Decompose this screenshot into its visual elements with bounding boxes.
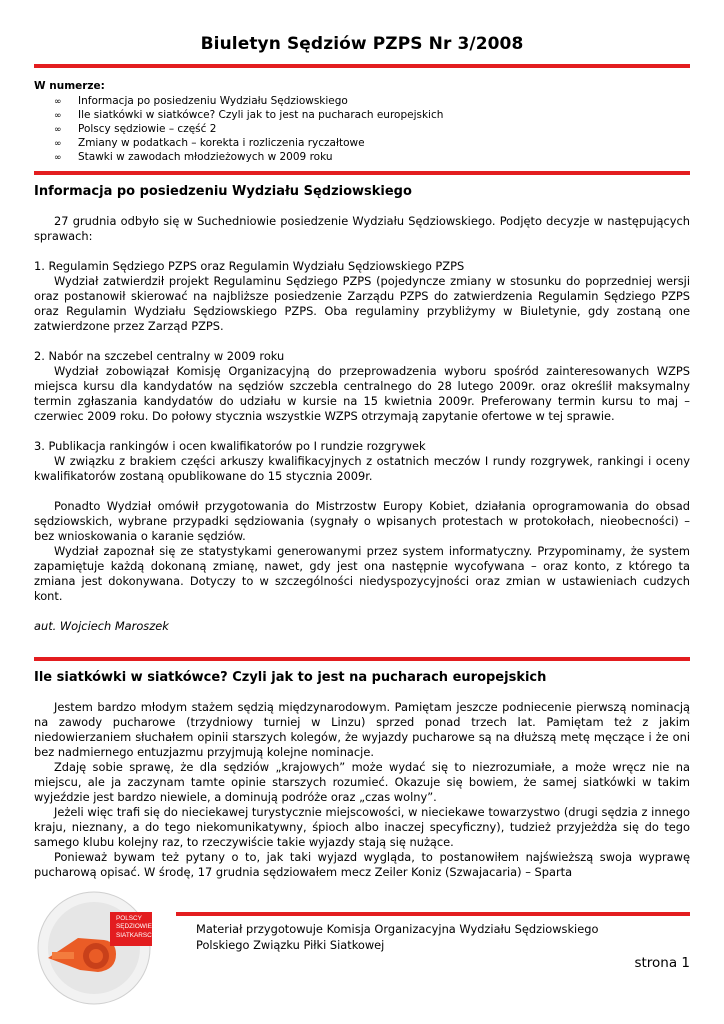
referees-logo: [34, 888, 157, 1008]
section2-title: Ile siatkówki w siatkówce? Czyli jak to jest na pucharach europejskich: [34, 670, 547, 685]
point3-title: 3. Publikacja rankingów i ocen kwalifikatorów po I rundzie rozgrywek: [34, 439, 426, 453]
page-number: strona 1: [634, 955, 690, 971]
toc-item: ∞ Zmiany w podatkach – korekta i rozliczenia ryczałtowe: [54, 137, 365, 149]
point3-text: W związku z brakiem części arkuszy kwalifikacyjnych z ostatnich meczów I rundy rozgrywek, rankingi i oceny kwalifikatorów zostaną opublikowane do 15 stycznia 2009r.: [34, 454, 690, 483]
point1-title: 1. Regulamin Sędziego PZPS oraz Regulamin Wydziału Sędziowskiego PZPS: [34, 259, 465, 273]
footer-line-1: Materiał przygotowuje Komisja Organizacyjna Wydziału Sędziowskiego: [196, 922, 599, 936]
section1-body: [34, 214, 690, 634]
toc-heading: W numerze:: [34, 80, 105, 92]
infinity-bullet-icon: ∞: [54, 111, 62, 121]
point2-text: Wydział zobowiązał Komisję Organizacyjną do przeprowadzenia wyboru spośród zainteresowanych WZPS miejsca kursu dla kandydatów na sędziów szczebla centralnego do 28 lutego 2009r. oraz określił maksymalny termin zgłaszania kandydatów do udziału w kursie na 15 kwietnia 2009r. Preferowany termin kursu to maj – czerwiec 2009 roku. Do połowy stycznia wszystkie WZPS otrzymają zapytanie ofertowe w tej sprawie.: [34, 364, 690, 423]
section1-title: Informacja po posiedzeniu Wydziału Sędziowskiego: [34, 184, 412, 199]
title-rule: [34, 64, 690, 68]
infinity-bullet-icon: ∞: [54, 97, 62, 107]
toc-item: ∞ Stawki w zawodach młodzieżowych w 2009 roku: [54, 151, 333, 163]
point2-title: 2. Nabór na szczebel centralny w 2009 roku: [34, 349, 285, 363]
point1-text: Wydział zatwierdził projekt Regulaminu Sędziego PZPS (pojedyncze zmiany w stosunku do poprzedniej wersji oraz postanowił skierować na najbliższe posiedzenie Zarządu PZPS do zatwierdzenia Regulamin Sędziego PZPS oraz Regulamin Wydziału Sędziowskiego PZPS. Oba regulaminy przybliżymy w Biuletynie, gdy zostaną one zatwierdzone przez Zarząd PZPS.: [34, 274, 690, 333]
footer-line-2: Polskiego Związku Piłki Siatkowej: [196, 938, 385, 952]
toc-list: [54, 94, 443, 164]
section2-paragraph: Zdaję sobie sprawę, że dla sędziów „krajowych” może wydać się to niezrozumiałe, a może wręcz nie na miejscu, ale ja zaczynam tamte opinie starszych rozumieć. Okazuje się bowiem, że samej siatkówki w takim wyjeździe jest bardzo niewiele, a dominują podróże oraz „czas wolny”.: [34, 760, 690, 804]
section-rule: [34, 171, 690, 175]
section2-paragraph: Jeżeli więc trafi się do nieciekawej turystycznie miejscowości, w nieciekawe towarzystwo (drugi sędzia z innego kraju, nieznany, a do tego niekomunikatywny, śpioch albo inaczej specyficzny), tudzież przyjeżdża się do tego samego klubu kolejny raz, to rzeczywiście takie wyjazdy stają się nużące.: [34, 805, 690, 849]
infinity-bullet-icon: ∞: [54, 153, 62, 163]
footer-rule: [176, 912, 690, 916]
section1-intro: 27 grudnia odbyło się w Suchedniowie posiedzenie Wydziału Sędziowskiego. Podjęto decyzje w następujących sprawach:: [34, 214, 690, 243]
footer-credit: [196, 921, 598, 953]
toc-item: ∞ Polscy sędziowie – część 2: [54, 123, 217, 135]
section2-paragraph: Jestem bardzo młodym stażem sędzią międzynarodowym. Pamiętam jeszcze podniecenie pierwszą nominacją na zawody pucharowe (trzydniowy turniej w Linzu) sprzed ponad trzech lat. Pamiętam też z jakim niedowierzaniem słuchałem opinii starszych kolegów, że wyjazdy pucharowe są na dłuższą metę męczące i że oni bez nadmiernego entuzjazmu przyjmują kolejne nominacje.: [34, 700, 690, 759]
bulletin-title: Biuletyn Sędziów PZPS Nr 3/2008: [200, 34, 524, 54]
logo-label: POLSCY SĘDZIOWIE SIATKARSCY: [116, 915, 157, 939]
toc-item: ∞ Ile siatkówki w siatkówce? Czyli jak to jest na pucharach europejskich: [54, 109, 444, 121]
section1-paragraph: Wydział zapoznał się ze statystykami generowanymi przez system informatyczny. Przypominamy, że system zapamiętuje każdą dokonaną zmianę, nawet, gdy jest ona następnie wycofywana – oraz konto, z którego ta zmiana jest dokonywana. Dotyczy to w szczególności niedyspozycyjności oraz zmian w ustawieniach cudzych kont.: [34, 544, 690, 603]
toc-item: ∞ Informacja po posiedzeniu Wydziału Sędziowskiego: [54, 95, 348, 107]
section2-body: [34, 700, 690, 880]
section1-paragraph: Ponadto Wydział omówił przygotowania do Mistrzostw Europy Kobiet, działania oprogramowania do obsad sędziowskich, wybrane przypadki sędziowania (sygnały o wpisanych protestach w protokołach, nieobecności) – bez wnioskowania o karanie sędziów.: [34, 499, 690, 543]
infinity-bullet-icon: ∞: [54, 125, 62, 135]
section-rule: [34, 657, 690, 661]
whistle-logo-icon: [34, 888, 157, 1008]
author-signature: aut. Wojciech Maroszek: [34, 619, 169, 633]
section2-paragraph: Ponieważ bywam też pytany o to, jak taki wyjazd wygląda, to postanowiłem najświeższą swoja wyprawę pucharową opisać. W środę, 17 grudnia sędziowałem mecz Zeiler Koniz (Szwajacaria) – Sparta: [34, 850, 690, 879]
infinity-bullet-icon: ∞: [54, 139, 62, 149]
